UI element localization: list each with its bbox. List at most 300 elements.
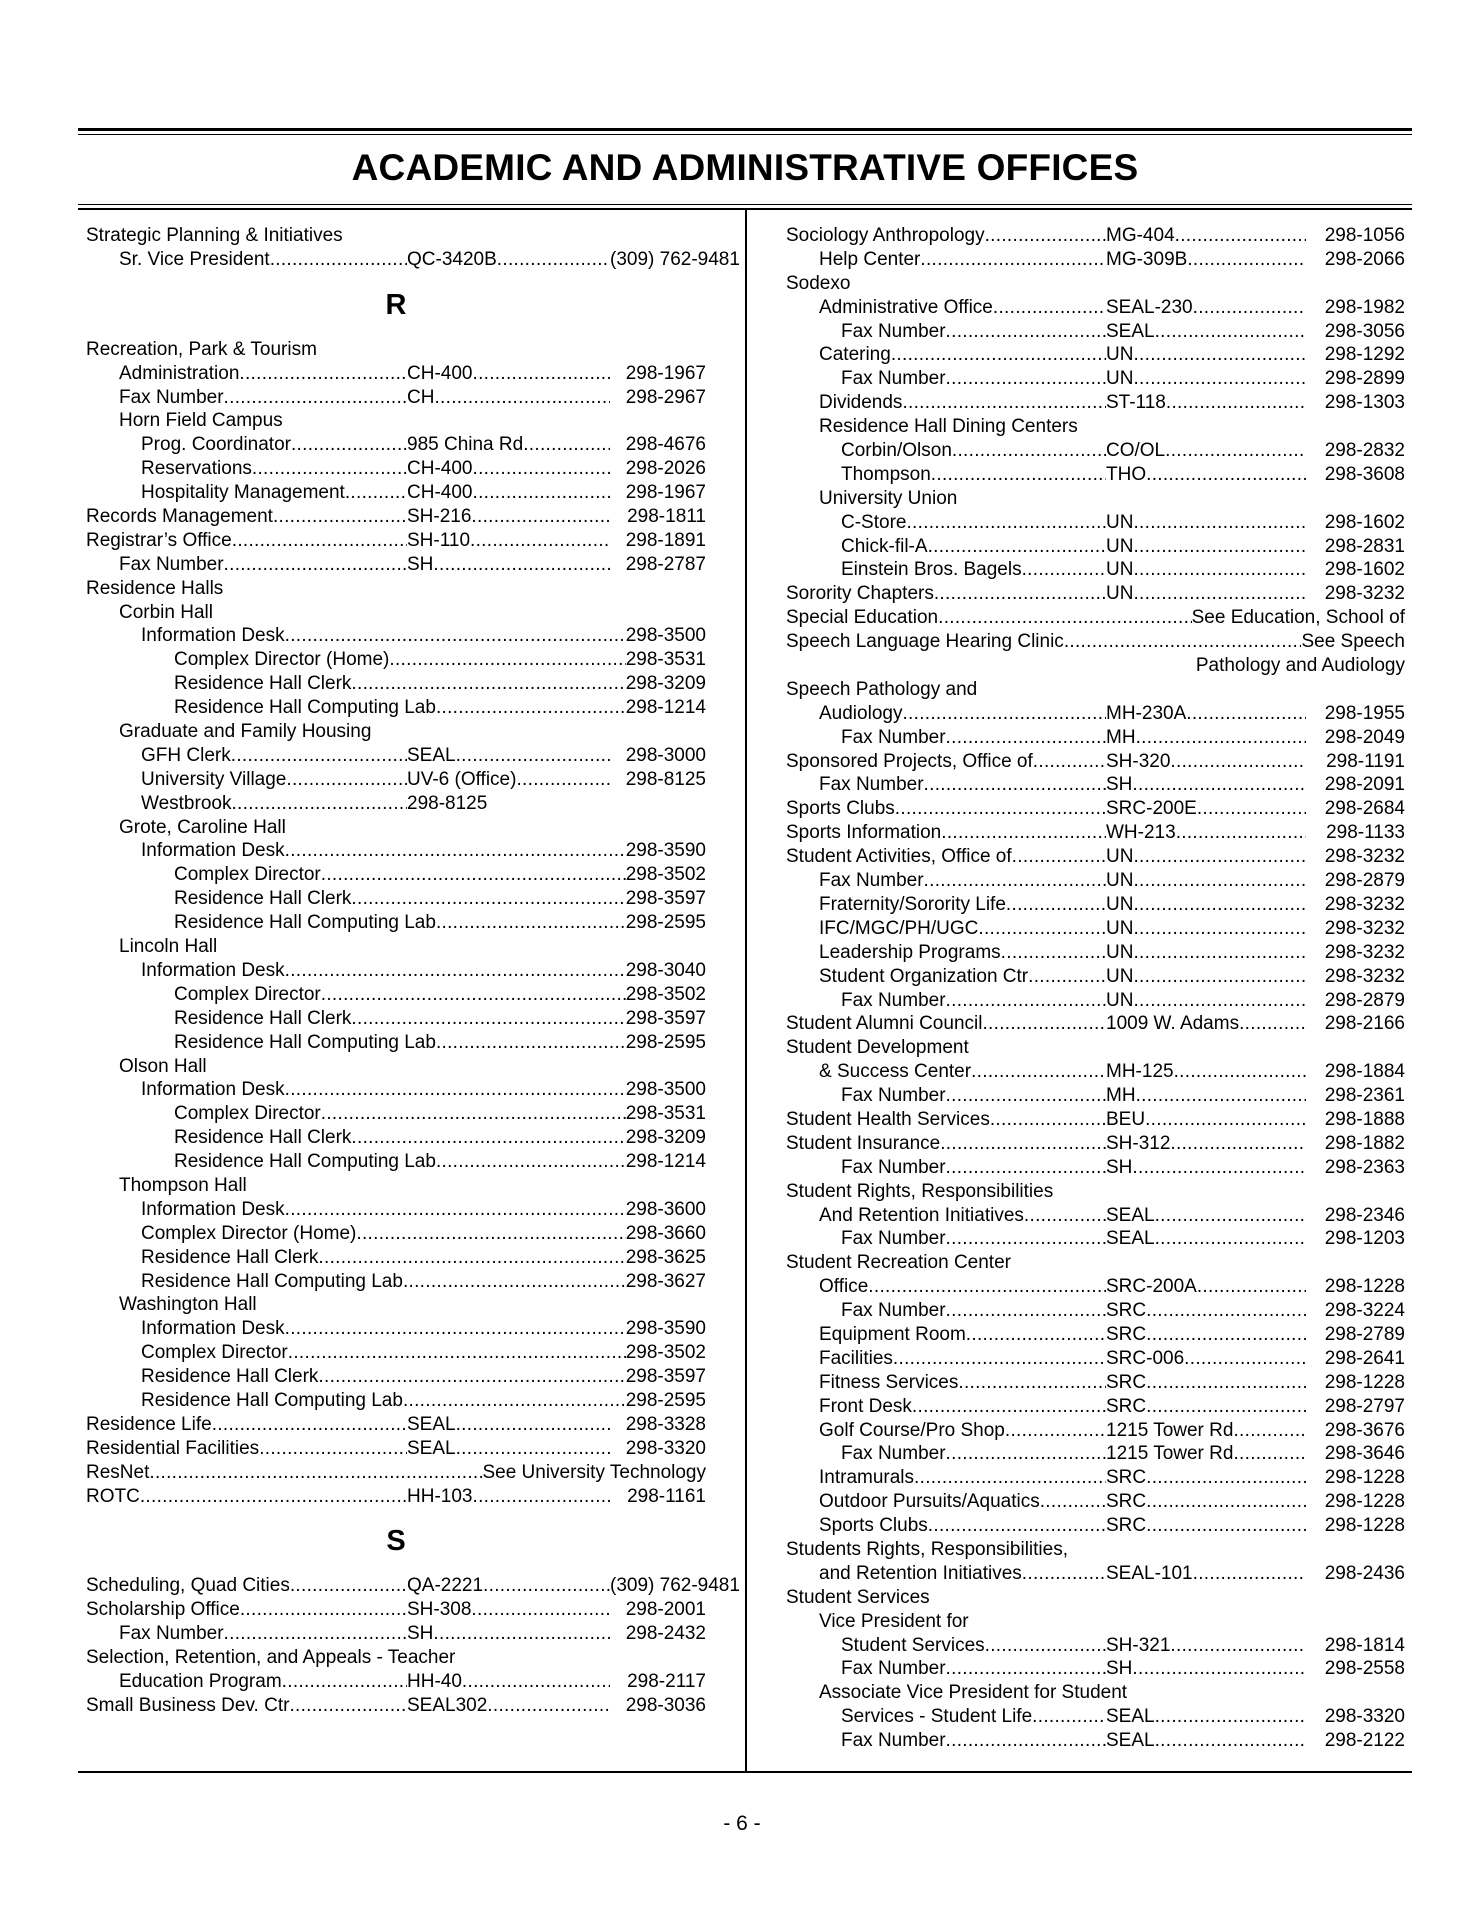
entry-label: ROTC xyxy=(86,1485,140,1507)
entry-phone: 298-4676 xyxy=(625,434,706,456)
leader-dots xyxy=(321,983,626,1007)
entry-location-cell xyxy=(1106,869,1306,893)
entry-location-cell xyxy=(1106,1705,1306,1729)
leader-dots xyxy=(1133,965,1306,989)
entry-label: Residence Halls xyxy=(86,577,224,599)
entry-location-cell xyxy=(1106,773,1306,797)
entry-continuation xyxy=(786,654,1405,678)
entry-location-cell xyxy=(1106,1729,1306,1753)
entry-label: Einstein Bros. Bagels xyxy=(841,559,1022,581)
entry-location: SEAL xyxy=(1106,1706,1155,1728)
leader-dots xyxy=(318,1246,625,1270)
leader-dots xyxy=(946,1299,1106,1323)
leader-dots xyxy=(1133,989,1306,1013)
leader-dots xyxy=(1170,1634,1306,1658)
entry-location: UV-6 (Office) xyxy=(407,768,517,790)
entry-phone: 298-3000 xyxy=(625,744,706,766)
entry-phone: 298-3209 xyxy=(625,673,706,695)
entry-location: SEAL xyxy=(407,1437,456,1459)
leader-dots xyxy=(938,606,1192,630)
directory-entry xyxy=(786,1657,1405,1681)
entry-phone: 298-1888 xyxy=(1324,1108,1405,1130)
entry-label: Scheduling, Quad Cities xyxy=(86,1575,290,1597)
entry-heading xyxy=(86,935,706,959)
directory-entry xyxy=(86,1341,706,1365)
entry-phone: 298-3676 xyxy=(1324,1419,1405,1441)
directory-entry xyxy=(86,768,706,792)
entry-phone: 298-3232 xyxy=(1324,846,1405,868)
entry-location-cell xyxy=(1106,391,1306,415)
leader-dots xyxy=(291,433,407,457)
entry-label-cell xyxy=(86,1485,407,1509)
entry-location: UN xyxy=(1106,893,1134,915)
entry-label-cell xyxy=(819,1514,1106,1538)
entry-label-cell xyxy=(141,433,407,457)
entry-phone: (309) 762-9481 xyxy=(610,1575,740,1597)
entry-phone: 298-3590 xyxy=(625,1318,706,1340)
entry-phone: 298-2346 xyxy=(1324,1204,1405,1226)
entry-label: Student Services xyxy=(841,1634,985,1656)
entry-location-cell xyxy=(1106,845,1306,869)
leader-dots xyxy=(952,439,1106,463)
leader-dots xyxy=(902,391,1106,415)
directory-entry xyxy=(86,1198,706,1222)
entry-location-cell xyxy=(1106,1012,1306,1036)
leader-dots xyxy=(1132,773,1306,797)
entry-label-cell xyxy=(141,768,407,792)
leader-dots xyxy=(1022,558,1106,582)
entry-label-cell xyxy=(841,1299,1106,1323)
entry-label: Residence Hall Dining Centers xyxy=(819,416,1078,438)
entry-location-cell xyxy=(1106,1442,1306,1466)
leader-dots xyxy=(1133,367,1306,391)
entry-phone: See University Technology xyxy=(482,1461,706,1483)
entry-label: Student Development xyxy=(786,1037,969,1059)
entry-phone: 298-3646 xyxy=(1324,1443,1405,1465)
entry-location: UN xyxy=(1106,535,1134,557)
directory-entry xyxy=(786,582,1405,606)
directory-entry xyxy=(786,1323,1405,1347)
directory-entry xyxy=(786,1012,1405,1036)
leader-dots xyxy=(1146,1395,1306,1419)
entry-label: Complex Director xyxy=(174,983,321,1005)
entry-phone: 298-3597 xyxy=(625,888,706,910)
leader-dots xyxy=(1174,1060,1306,1084)
entry-location-cell xyxy=(1106,1323,1306,1347)
entry-label-cell xyxy=(119,1670,407,1694)
entry-label: Associate Vice President for Student xyxy=(819,1682,1128,1704)
entry-location: SH xyxy=(407,1623,434,1645)
leader-dots xyxy=(1133,511,1306,535)
entry-label-cell xyxy=(841,1634,1106,1658)
entry-label: Fax Number xyxy=(841,1300,946,1322)
entry-label-cell xyxy=(819,1275,1106,1299)
directory-entry xyxy=(86,1007,706,1031)
entry-label: Residence Hall Computing Lab xyxy=(141,1389,403,1411)
entry-location-cell xyxy=(1106,582,1306,606)
leader-dots xyxy=(321,863,626,887)
entry-label: Fraternity/Sorority Life xyxy=(819,893,1006,915)
entry-label: IFC/MGC/PH/UGC xyxy=(819,917,979,939)
leader-dots xyxy=(472,457,610,481)
entry-location-cell xyxy=(1106,1204,1306,1228)
entry-phone: 298-3232 xyxy=(1324,583,1405,605)
leader-dots xyxy=(286,768,407,792)
entry-location: MG-309B xyxy=(1106,248,1188,270)
leader-dots xyxy=(990,1108,1106,1132)
entry-phone: 298-2967 xyxy=(625,386,706,408)
leader-dots xyxy=(224,1622,407,1646)
directory-entry xyxy=(786,224,1405,248)
entry-label: University Village xyxy=(141,768,287,790)
entry-location-cell xyxy=(1106,558,1306,582)
leader-dots xyxy=(1193,296,1306,320)
leader-dots xyxy=(982,1012,1106,1036)
directory-entry xyxy=(86,792,706,816)
leader-dots xyxy=(516,768,610,792)
entry-location: SRC xyxy=(1106,1323,1147,1345)
title-rule-thin xyxy=(78,204,1412,205)
entry-label: Complex Director xyxy=(141,1342,288,1364)
entry-phone: 298-2432 xyxy=(625,1623,706,1645)
entry-label: Chick-fil-A xyxy=(841,535,928,557)
entry-location: ST-118 xyxy=(1106,392,1166,414)
entry-phone: 298-1967 xyxy=(625,482,706,504)
directory-entry xyxy=(86,1317,706,1341)
entry-phone: 298-1292 xyxy=(1324,344,1405,366)
leader-dots xyxy=(946,726,1106,750)
entry-location: QC-3420B xyxy=(407,248,497,270)
directory-entry xyxy=(786,630,1405,654)
leader-dots xyxy=(1187,248,1306,272)
entry-label: Student Alumni Council xyxy=(786,1013,983,1035)
entry-location: SEAL xyxy=(1106,320,1155,342)
entry-phone: 298-1214 xyxy=(625,1151,706,1173)
entry-phone: 298-2558 xyxy=(1324,1658,1405,1680)
entry-location: SEAL xyxy=(407,744,456,766)
entry-location-cell xyxy=(1106,1419,1306,1443)
directory-entry xyxy=(86,1222,706,1246)
entry-location-cell xyxy=(1106,1395,1306,1419)
leader-dots xyxy=(1155,1227,1306,1251)
entry-label: Sodexo xyxy=(786,272,851,294)
entry-label-cell xyxy=(86,1437,407,1461)
entry-location: MG-404 xyxy=(1106,225,1175,246)
entry-location-cell xyxy=(1106,1227,1306,1251)
entry-label: Residence Hall Clerk xyxy=(174,673,352,695)
directory-entry xyxy=(86,386,706,410)
entry-phone: 298-2787 xyxy=(625,553,706,575)
leader-dots xyxy=(140,1485,407,1509)
entry-label: Fax Number xyxy=(841,726,946,748)
entry-label: Registrar’s Office xyxy=(86,529,232,551)
entry-location-cell xyxy=(1106,1156,1306,1180)
entry-label: Washington Hall xyxy=(119,1294,257,1316)
entry-location: 1215 Tower Rd xyxy=(1106,1443,1234,1465)
entry-location-cell xyxy=(407,1574,610,1598)
entry-phone: 298-3502 xyxy=(625,864,706,886)
leader-dots xyxy=(1155,1729,1306,1753)
leader-dots xyxy=(1175,224,1306,248)
leader-dots xyxy=(928,1514,1106,1538)
entry-label-cell xyxy=(819,702,1106,726)
entry-location: SH-321 xyxy=(1106,1634,1171,1656)
entry-label-cell xyxy=(819,296,1106,320)
entry-label: Fax Number xyxy=(119,553,224,575)
directory-entry xyxy=(86,481,706,505)
entry-label-cell xyxy=(786,1108,1106,1132)
directory-entry xyxy=(86,696,706,720)
entry-label-cell xyxy=(141,744,407,768)
entry-label: Fax Number xyxy=(841,368,946,390)
leader-dots xyxy=(978,917,1106,941)
entry-phone: 298-3500 xyxy=(625,625,706,647)
entry-label: Fax Number xyxy=(841,1730,946,1752)
entry-phone: 298-2595 xyxy=(625,1031,706,1053)
entry-label-cell xyxy=(119,386,407,410)
leader-dots xyxy=(321,1102,626,1126)
leader-dots xyxy=(1197,1275,1306,1299)
directory-entry xyxy=(786,726,1405,750)
entry-phone: 298-1161 xyxy=(627,1485,706,1507)
directory-entry xyxy=(786,1419,1405,1443)
entry-label: ResNet xyxy=(86,1461,150,1483)
entry-location: UN xyxy=(1106,846,1134,868)
leader-dots xyxy=(958,1371,1106,1395)
entry-location: CO/OL xyxy=(1106,440,1166,462)
leader-dots xyxy=(1197,797,1306,821)
directory-entry xyxy=(86,1413,706,1437)
directory-entry xyxy=(786,1634,1405,1658)
entry-location: SEAL xyxy=(407,1413,456,1435)
entry-label: Students Rights, Responsibilities, xyxy=(786,1538,1068,1560)
entry-heading xyxy=(786,415,1405,439)
leader-dots xyxy=(902,702,1106,726)
entry-location-cell xyxy=(1106,1108,1306,1132)
entry-location: MH-230A xyxy=(1106,702,1187,724)
directory-entry xyxy=(86,1461,706,1485)
entry-location-cell xyxy=(407,1413,610,1437)
entry-label: Scholarship Office xyxy=(86,1599,240,1621)
entry-location-cell xyxy=(1106,320,1306,344)
entry-phone: 298-2049 xyxy=(1324,726,1405,748)
directory-entry xyxy=(786,367,1405,391)
directory-entry xyxy=(786,558,1405,582)
entry-location: UN xyxy=(1106,917,1134,939)
entry-label: Information Desk xyxy=(141,959,285,981)
entry-location: CH-400 xyxy=(407,482,473,504)
entry-label-cell xyxy=(819,1466,1106,1490)
entry-location-cell xyxy=(1106,821,1306,845)
entry-label-cell xyxy=(819,1204,1106,1228)
entry-label: Grote, Caroline Hall xyxy=(119,816,286,838)
leader-dots xyxy=(1133,582,1306,606)
leader-dots xyxy=(946,989,1106,1013)
leader-dots xyxy=(285,1078,626,1102)
directory-entry xyxy=(86,1078,706,1102)
leader-dots xyxy=(1133,343,1306,367)
column-divider xyxy=(745,208,747,1772)
entry-label: Corbin Hall xyxy=(119,601,213,623)
entry-label: Education Program xyxy=(119,1670,282,1692)
entry-location: SH xyxy=(1106,1658,1133,1680)
leader-dots xyxy=(1136,1084,1306,1108)
directory-entry xyxy=(86,1246,706,1270)
leader-dots xyxy=(1146,1514,1306,1538)
directory-entry xyxy=(786,797,1405,821)
entry-phone: 298-1228 xyxy=(1324,1371,1405,1393)
entry-phone: 298-1967 xyxy=(625,362,706,384)
entry-location-cell xyxy=(1106,1657,1306,1681)
entry-phone: 298-3600 xyxy=(625,1198,706,1220)
entry-phone: 298-2166 xyxy=(1324,1013,1405,1035)
entry-label-cell xyxy=(119,248,407,272)
entry-location: SEAL xyxy=(1106,1228,1155,1250)
entry-location-cell xyxy=(1106,1347,1306,1371)
entry-phone: 298-2797 xyxy=(1324,1395,1405,1417)
entry-label-cell xyxy=(819,893,1106,917)
leader-dots xyxy=(212,1413,407,1437)
leader-dots xyxy=(940,1132,1106,1156)
entry-label: Prog. Coordinator xyxy=(141,434,291,456)
entry-label-cell xyxy=(841,535,1106,559)
entry-location: SRC xyxy=(1106,1467,1147,1489)
leader-dots xyxy=(351,1126,625,1150)
leader-dots xyxy=(1184,1347,1306,1371)
entry-label: Administration xyxy=(119,362,240,384)
entry-location: UN xyxy=(1106,583,1134,605)
directory-entry xyxy=(786,1466,1405,1490)
directory-entry xyxy=(86,983,706,1007)
leader-dots xyxy=(282,1670,407,1694)
section-letter: S xyxy=(386,1525,406,1558)
entry-label: Speech Pathology and xyxy=(786,678,978,700)
entry-location-cell xyxy=(1106,1132,1306,1156)
leader-dots xyxy=(433,553,610,577)
leader-dots xyxy=(993,296,1106,320)
leader-dots xyxy=(285,624,626,648)
entry-phone: 298-2436 xyxy=(1324,1562,1405,1584)
entry-label: Fax Number xyxy=(841,1443,946,1465)
leader-dots xyxy=(1012,845,1106,869)
directory-entry xyxy=(86,1622,706,1646)
leader-dots xyxy=(1146,1466,1306,1490)
leader-dots xyxy=(436,1150,626,1174)
entry-label-cell xyxy=(786,797,1106,821)
entry-phone: 298-3627 xyxy=(625,1270,706,1292)
entry-label-cell xyxy=(786,582,1106,606)
entry-label-cell xyxy=(841,1705,1106,1729)
directory-entry xyxy=(786,1705,1405,1729)
page-title: ACADEMIC AND ADMINISTRATIVE OFFICES xyxy=(351,147,1139,188)
entry-heading xyxy=(86,601,706,625)
entry-label-cell xyxy=(841,989,1106,1013)
leader-dots xyxy=(456,1413,610,1437)
leader-dots xyxy=(259,1437,407,1461)
entry-label: Horn Field Campus xyxy=(119,410,283,432)
leader-dots xyxy=(1233,1419,1306,1443)
entry-label: Student Recreation Center xyxy=(786,1252,1011,1274)
leader-dots xyxy=(931,463,1106,487)
entry-location: UN xyxy=(1106,511,1134,533)
entry-phone: 298-3597 xyxy=(625,1366,706,1388)
entry-label-cell xyxy=(841,1227,1106,1251)
entry-label: Leadership Programs xyxy=(819,941,1001,963)
leader-dots xyxy=(252,457,407,481)
leader-dots xyxy=(1165,439,1306,463)
entry-label-cell xyxy=(819,1060,1106,1084)
directory-entry xyxy=(86,911,706,935)
leader-dots xyxy=(1170,750,1306,774)
entry-location: UN xyxy=(1106,989,1134,1011)
entry-label-cell xyxy=(841,367,1106,391)
entry-heading xyxy=(786,678,1405,702)
entry-location: SRC xyxy=(1106,1300,1147,1322)
directory-entry xyxy=(786,511,1405,535)
entry-location-cell xyxy=(407,553,610,577)
entry-phone: 298-1203 xyxy=(1324,1228,1405,1250)
entry-label: Vice President for xyxy=(819,1610,969,1632)
entry-label-cell xyxy=(841,320,1106,344)
entry-label: Dividends xyxy=(819,392,903,414)
leader-dots xyxy=(1136,726,1306,750)
entry-label: Catering xyxy=(819,344,891,366)
entry-heading xyxy=(86,1293,706,1317)
entry-label: Fax Number xyxy=(841,1156,946,1178)
entry-label: Sports Clubs xyxy=(786,798,895,820)
directory-entry xyxy=(786,773,1405,797)
entry-label: Residence Hall Computing Lab xyxy=(174,1151,436,1173)
leader-dots xyxy=(403,1389,626,1413)
entry-location-cell xyxy=(1106,965,1306,989)
page-number: - 6 - xyxy=(723,1812,761,1835)
entry-label-cell xyxy=(819,1347,1106,1371)
entry-label-cell xyxy=(786,1132,1106,1156)
entry-label-cell xyxy=(841,1156,1106,1180)
entry-location-cell xyxy=(1106,1466,1306,1490)
leader-dots xyxy=(497,248,610,272)
entry-label: Fax Number xyxy=(119,1623,224,1645)
entry-label: Small Business Dev. Ctr xyxy=(86,1694,290,1716)
directory-entry xyxy=(86,1102,706,1126)
entry-phone: 298-1955 xyxy=(1324,702,1405,724)
entry-label: Fax Number xyxy=(819,870,924,892)
leader-dots xyxy=(487,1694,610,1718)
directory-entry xyxy=(86,887,706,911)
entry-location: SRC xyxy=(1106,1371,1147,1393)
entry-phone: 298-2361 xyxy=(1324,1085,1405,1107)
leader-dots xyxy=(924,773,1106,797)
entry-location: SH-216 xyxy=(407,506,472,528)
directory-entry xyxy=(86,529,706,553)
entry-label-cell xyxy=(819,1562,1106,1586)
leader-dots xyxy=(924,869,1106,893)
entry-heading xyxy=(86,577,706,601)
entry-label: Fax Number xyxy=(819,774,924,796)
leader-dots xyxy=(1166,391,1306,415)
leader-dots xyxy=(946,320,1106,344)
entry-label: Audiology xyxy=(819,702,903,724)
entry-location-cell xyxy=(1106,1371,1306,1395)
leader-dots xyxy=(288,1341,626,1365)
entry-location: SH xyxy=(1106,774,1133,796)
entry-phone: 298-1214 xyxy=(625,697,706,719)
entry-heading xyxy=(86,720,706,744)
leader-dots xyxy=(224,553,407,577)
entry-label-cell xyxy=(141,457,407,481)
entry-label: Residence Hall Computing Lab xyxy=(174,912,436,934)
entry-label-cell xyxy=(119,553,407,577)
